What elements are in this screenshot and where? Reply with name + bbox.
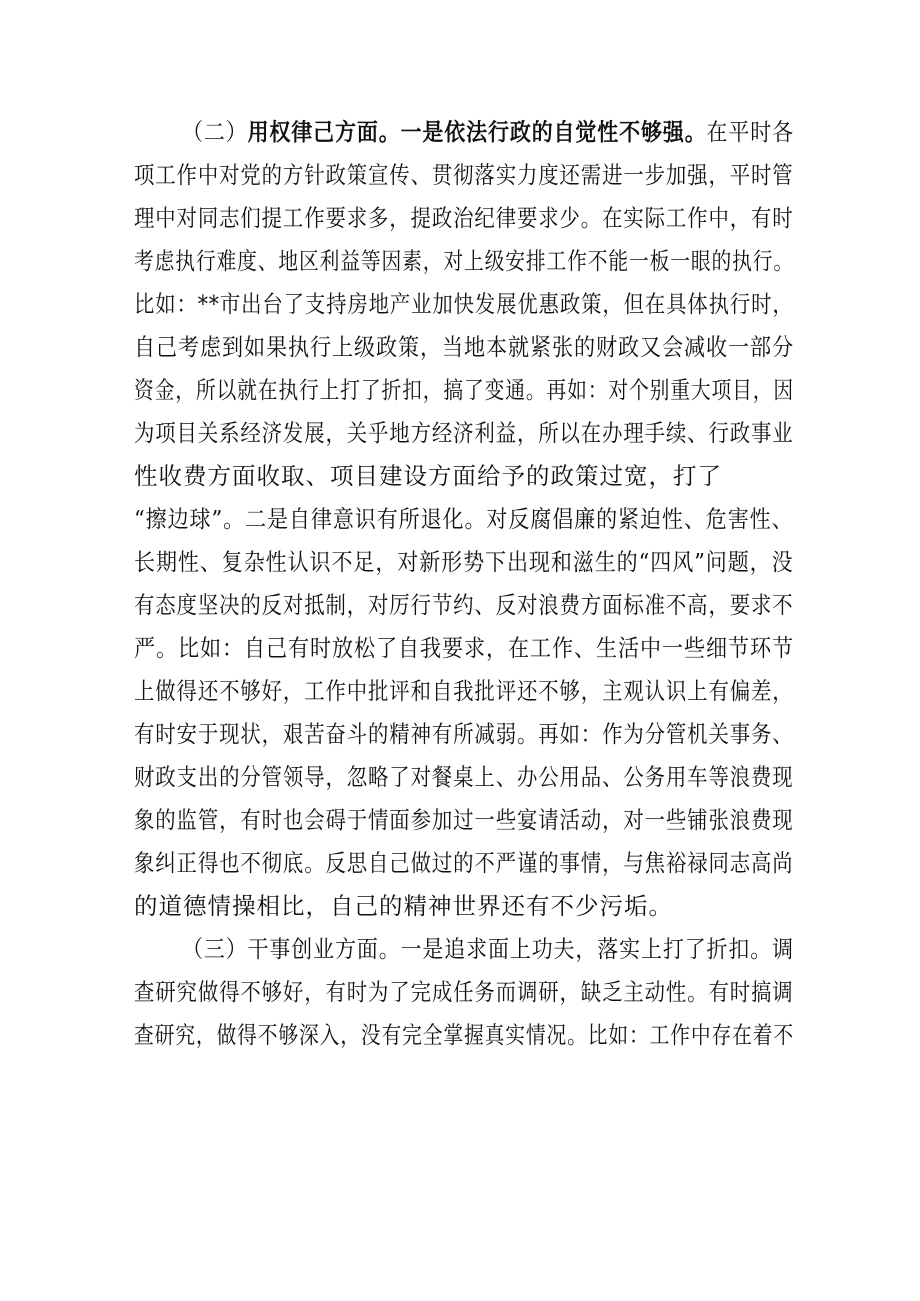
- text-segment: 有时安于现状，艰苦奋斗的精神有所减弱。再如：作为分管机关事务、: [134, 720, 794, 748]
- text-segment: 项工作中对党的方针政策宣传、贯彻落实力度还需进一步加强，平时管: [134, 161, 794, 189]
- text-segment: 查研究，做得不够深入，没有完全掌握真实情况。比如：工作中存在着不: [134, 1021, 794, 1049]
- text-segment: 自己考虑到如果执行上级政策，当地本就紧张的财政又会减收一部分: [134, 333, 795, 361]
- text-segment: 理中对同志们提工作要求多，提政治纪律要求少。在实际工作中，有时: [134, 204, 794, 232]
- text-line: [134, 674, 794, 708]
- text-line: [134, 846, 794, 880]
- text-segment: （二）: [182, 118, 248, 146]
- text-segment: 财政支出的分管领导，忽略了对餐桌上、办公用品、公务用车等浪费现: [134, 763, 794, 791]
- text-line: [134, 889, 673, 923]
- text-segment: 为项目关系经济发展，关乎地方经济利益，所以在办理手续、行政事业: [134, 419, 794, 447]
- text-segment: 考虑执行难度、地区利益等因素，对上级安排工作不能一板一眼的执行。: [134, 247, 794, 275]
- text-line: [134, 717, 794, 751]
- text-line: [134, 502, 794, 536]
- bold-heading: 用权律己方面。一是依法行政的自觉性不够强。: [247, 118, 707, 146]
- text-segment: 有态度坚决的反对抵制，对厉行节约、反对浪费方面标准不高，要求不: [134, 591, 794, 619]
- text-segment: 上做得还不够好，工作中批评和自我批评还不够，主观认识上有偏差，: [134, 677, 794, 705]
- text-segment: 长期性、复杂性认识不足，对新形势下出现和滋生的“四风”问题，没: [134, 548, 794, 576]
- text-line: [134, 1018, 794, 1052]
- text-line: [134, 459, 722, 493]
- text-line: [134, 416, 794, 450]
- text-line: [134, 373, 794, 407]
- text-line: [134, 545, 794, 579]
- text-line: [134, 588, 794, 622]
- text-segment: 象的监管，有时也会碍于情面参加过一些宴请活动，对一些铺张浪费现: [134, 806, 794, 834]
- text-line: [134, 330, 794, 364]
- text-line: [134, 244, 794, 278]
- text-line: [182, 932, 794, 966]
- text-segment: 性收费方面收取、项目建设方面给予的政策过宽，打了: [134, 462, 722, 490]
- text-line: [134, 158, 794, 192]
- text-segment: 象纠正得也不彻底。反思自己做过的不严谨的事情，与焦裕禄同志高尚: [134, 849, 794, 877]
- text-line: [134, 760, 794, 794]
- text-segment: 的道德情操相比，自己的精神世界还有不少污垢。: [134, 892, 673, 920]
- text-segment: 查研究做得不够好，有时为了完成任务而调研，缺乏主动性。有时搞调: [134, 978, 794, 1006]
- text-segment: 比如：**市出台了支持房地产业加快发展优惠政策，但在具体执行时，: [134, 290, 794, 318]
- text-line: [134, 201, 794, 235]
- text-segment: （三）干事创业方面。一是追求面上功夫，落实上打了折扣。调: [182, 935, 794, 963]
- text-segment: “擦边球”。二是自律意识有所退化。对反腐倡廉的紧迫性、危害性、: [134, 505, 794, 533]
- text-segment: 在平时各: [706, 118, 794, 146]
- text-segment: 严。比如：自己有时放松了自我要求，在工作、生活中一些细节环节: [134, 634, 795, 662]
- text-line: [182, 115, 794, 149]
- text-line: [134, 975, 794, 1009]
- text-line: [134, 631, 794, 665]
- text-line: [134, 803, 794, 837]
- text-line: [134, 287, 794, 321]
- text-segment: 资金，所以就在执行上打了折扣，搞了变通。再如：对个别重大项目，因: [134, 376, 794, 404]
